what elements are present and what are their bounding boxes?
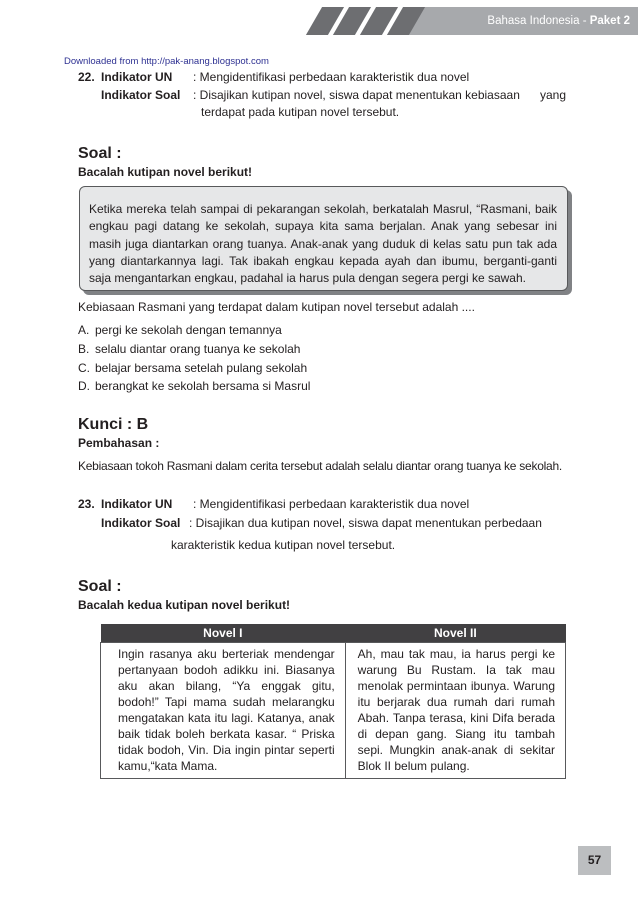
novel-1-header: Novel I	[101, 624, 346, 643]
q22-indikator-soal-line1: : Disajikan kutipan novel, siswa dapat menentukan kebiasaan	[193, 88, 520, 102]
q23-indikator-soal-line2: karakteristik kedua kutipan novel tersebut.	[171, 538, 396, 552]
option-a-text: pergi ke sekolah dengan temannya	[95, 323, 282, 337]
option-a-letter: A.	[78, 323, 90, 337]
q22-indikator-un-label: Indikator UN	[101, 70, 173, 84]
header-title	[409, 7, 630, 35]
q22-pembahasan-label: Pembahasan :	[78, 436, 160, 450]
option-c-letter: C.	[78, 361, 90, 375]
q22-indikator-soal-line2: terdapat pada kutipan novel tersebut.	[201, 105, 400, 119]
option-c-text: belajar bersama setelah pulang sekolah	[95, 361, 308, 375]
option-d-text: berangkat ke sekolah bersama si Masrul	[95, 379, 311, 393]
q22-number: 22.	[78, 70, 95, 84]
q22-indikator-soal-label: Indikator Soal	[101, 88, 181, 102]
q23-indikator-soal-line1: : Disajikan dua kutipan novel, siswa dapat menentukan perbedaan	[189, 516, 542, 530]
header-subject: Bahasa Indonesia -	[487, 15, 590, 27]
q22-question: Kebiasaan Rasmani yang terdapat dalam kutipan novel tersebut adalah ....	[78, 300, 475, 314]
option-b-text: selalu diantar orang tuanya ke sekolah	[95, 342, 301, 356]
q22-pembahasan-text: Kebiasaan tokoh Rasmani dalam cerita tersebut adalah selalu diantar orang tuanya ke sekolah.	[78, 459, 562, 473]
novel-2-header: Novel II	[345, 624, 565, 643]
option-b-letter: B.	[78, 342, 90, 356]
q23-indikator-un-text: : Mengidentifikasi perbedaan karakteristik dua novel	[193, 497, 470, 511]
excerpt-text: Ketika mereka telah sampai di pekarangan sekolah, berkatalah Masrul, “Rasmani, baik engkau pagi datang ke sekolah, supaya kita sama berjalan. Anak yang sebesar ini masih juga diantarkan orang tuanya. Anak-anak yang duduk di kelas satu pun tak ada yang diantarkannya lagi. Tak ibakah engkau kepada ayah dan ibumu, berganti-ganti saja mengantarkan engkau, padahal ia harus pula dengan segera pergi ke sawah.	[89, 202, 557, 286]
novel-table	[100, 624, 566, 779]
q22-instruction: Bacalah kutipan novel berikut!	[78, 165, 253, 179]
header-paket: Paket 2	[589, 15, 630, 27]
q23-indikator-un-label: Indikator UN	[101, 497, 173, 511]
q22-soal-heading: Soal :	[78, 145, 122, 162]
option-d-letter: D.	[78, 379, 90, 393]
q22-kunci: Kunci : B	[78, 416, 149, 433]
q23-indikator-soal-label: Indikator Soal	[101, 516, 181, 530]
novel-1-text: Ingin rasanya aku berteriak mendengar pertanyaan bodoh adikku ini. Biasanya aku akan bilang, “Ya enggak gitu, bodoh!” Tapi mama sudah melarangku mengatakan kata itu lagi. Katanya, anak baik tidak boleh berkata kasar. “ Priska tidak bodoh, Vin. Dia ingin pintar seperti kamu,“kata Mama.	[101, 643, 346, 779]
page-number: 57	[587, 853, 602, 867]
q23-soal-heading: Soal :	[78, 578, 122, 595]
q22-indikator-un-text: : Mengidentifikasi perbedaan karakteristik dua novel	[193, 70, 470, 84]
q23-number: 23.	[78, 497, 95, 511]
q23-instruction: Bacalah kedua kutipan novel berikut!	[78, 598, 291, 612]
novel-2-text: Ah, mau tak mau, ia harus pergi ke warung Bu Rustam. Ia tak mau menolak permintaan ibunya. Warung itu berjarak dua rumah dari rumah Abah. Tanpa terasa, kini Difa berada di depan gang. Siang itu tambah sepi. Mungkin anak-anak di sekitar Blok II belum pulang.	[345, 643, 565, 779]
q22-indikator-soal-yang: yang	[540, 88, 567, 102]
download-note[interactable]: Downloaded from http://pak-anang.blogspot.com	[64, 56, 269, 67]
